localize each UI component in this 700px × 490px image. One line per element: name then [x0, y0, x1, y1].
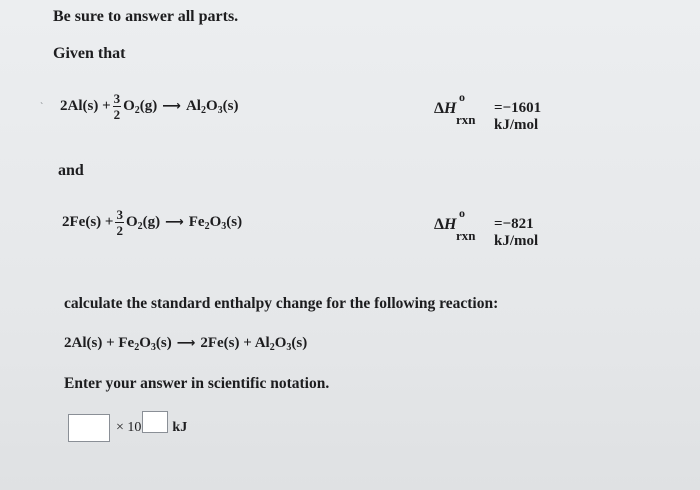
reaction-2-enthalpy [434, 206, 554, 249]
fraction-numerator: 3 [113, 91, 121, 106]
exponent-input[interactable] [142, 411, 168, 433]
target-products: $2Fe(s) + Al_2O_3(s)$ [200, 335, 308, 353]
fraction-denominator: 2 [116, 223, 123, 238]
enthalpy-value: =−821 kJ/mol [494, 216, 539, 249]
reaction-2-reactant: 2Fe(s) + [62, 214, 114, 230]
mantissa-input[interactable] [68, 414, 110, 442]
fraction-numerator: 3 [116, 207, 123, 222]
enthalpy-value: =−1601 kJ/mol [494, 100, 542, 133]
enthalpy-symbol: ΔH [434, 216, 457, 233]
unit-label: kJ [172, 420, 188, 435]
fraction-denominator: 2 [113, 107, 121, 122]
reaction-1-enthalpy [434, 90, 554, 133]
answer-row [68, 414, 187, 442]
reaction-2-equation [62, 208, 242, 237]
reaction-arrow-icon: ⟶ [165, 215, 184, 230]
target-reaction-equation [64, 335, 307, 352]
stray-mark: ` [40, 102, 44, 113]
reaction-arrow-icon: ⟶ [162, 99, 181, 114]
enthalpy-rxn-subscript: rxn [456, 112, 476, 127]
reaction-1-product: $Al_2O_3(s)$ [185, 98, 239, 116]
and-label: and [58, 162, 84, 179]
reaction-2-product: $Fe_2O_3(s)$ [188, 214, 243, 232]
reaction-1-equation [60, 92, 238, 121]
target-reactants: $2Al(s) + Fe_2O_3(s)$ [64, 335, 172, 353]
reaction-arrow-icon: ⟶ [176, 336, 196, 351]
reaction-2-oxygen: $O_2(g)$ [125, 214, 161, 232]
scientific-notation-instruction: Enter your answer in scientific notation. [64, 375, 330, 392]
times-ten-label: × 10 [116, 420, 142, 435]
enthalpy-standard-mark: o [459, 206, 465, 220]
enthalpy-rxn-subscript: rxn [456, 228, 476, 243]
reaction-1-oxygen: $O_2(g)$ [123, 98, 158, 116]
given-label: Given that [53, 45, 126, 62]
calculate-instruction: calculate the standard enthalpy change for the following reaction: [64, 295, 499, 312]
reaction-1-reactant: 2Al(s) + [60, 98, 111, 114]
reaction-2-fraction [115, 208, 124, 237]
enthalpy-standard-mark: o [459, 90, 465, 104]
enthalpy-symbol: ΔH [434, 100, 457, 117]
instruction-title: Be sure to answer all parts. [53, 8, 239, 25]
reaction-1-fraction [113, 92, 122, 121]
